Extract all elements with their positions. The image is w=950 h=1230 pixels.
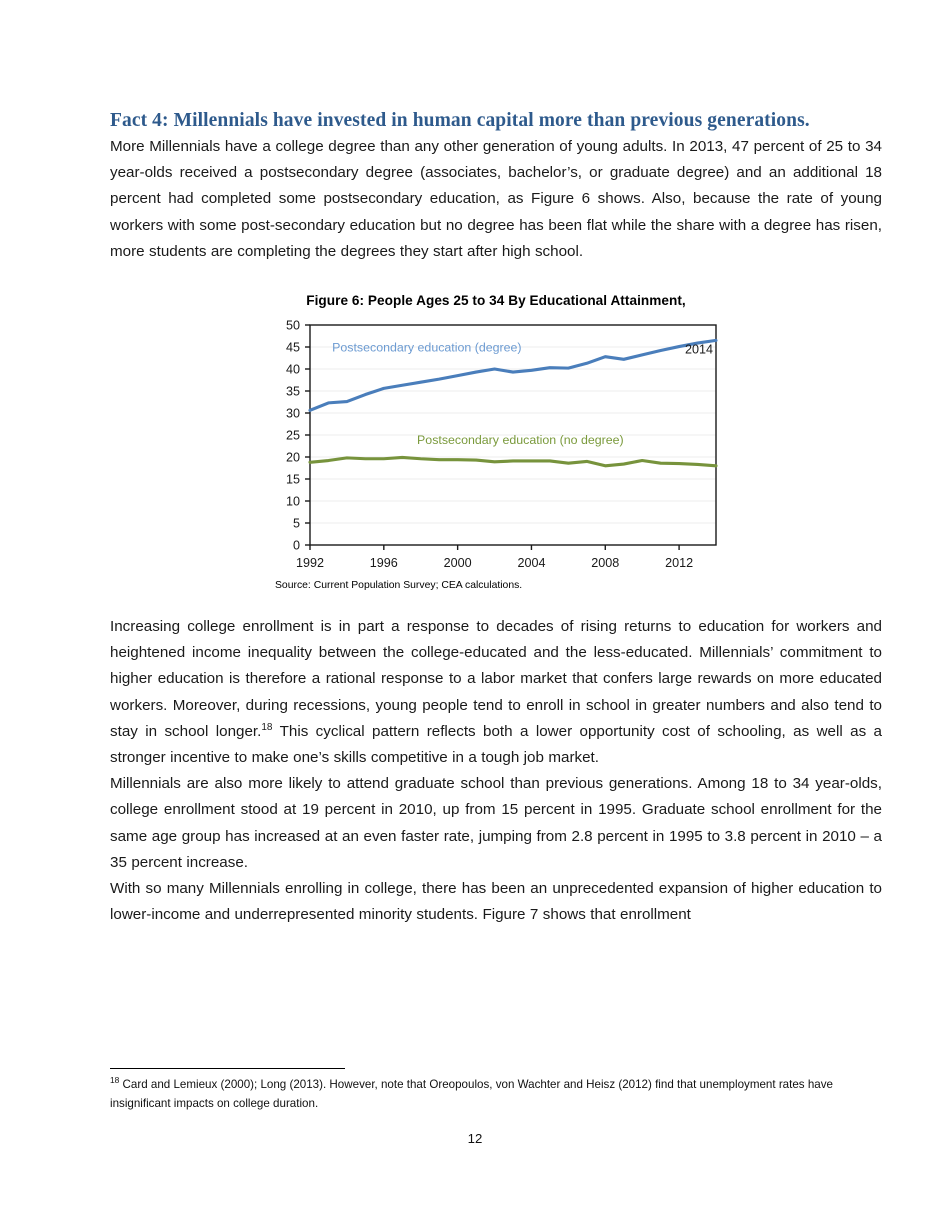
paragraph-4: With so many Millennials enrolling in college, there has been an unprecedented expansion of higher education to lower-income and underrepresented minority students. Figure 7 shows that enrollment bbox=[110, 880, 882, 924]
footnote-number: 18 bbox=[110, 1075, 120, 1086]
paragraph-2-text-a: Increasing college enrollment is in part a response to decades of rising returns to education for workers and heightened income inequality between the college-educated and the less-educated. Millennials’ commitment to higher education is therefore a rational response to a labor market that confers large rewards on more educated workers. Moreover, during recessions, young people tend to enroll in school in greater numbers and also tend to stay in school longer. bbox=[110, 618, 882, 740]
educational-attainment-line-chart bbox=[270, 314, 740, 579]
footnote-area bbox=[110, 1068, 882, 1113]
y-axis-tick-label: 35 bbox=[285, 384, 300, 399]
x-axis-tick-label: 1992 bbox=[295, 556, 325, 571]
paragraph-1: More Millennials have a college degree than any other generation of young adults. In 2013, 47 percent of 25 to 34 year-olds received a postsecondary degree (associates, bachelor’s, or graduate degree) and an additional 18 percent had completed some postsecondary education, as Figure 6 shows. Also, because the rate of young workers with some post-secondary education but no degree has been flat while the share with a degree has risen, more students are completing the degrees they start after high school. bbox=[110, 138, 882, 260]
footnote-ref-18[interactable]: 18 bbox=[261, 721, 273, 733]
x-axis-tick-label: 2008 bbox=[591, 556, 620, 571]
footnote-body: Card and Lemieux (2000); Long (2013). However, note that Oreopoulos, von Wachter and Heisz (2012) find that unemployment rates have insignificant impacts on college duration. bbox=[110, 1078, 833, 1110]
page-content bbox=[110, 108, 882, 928]
figure-6 bbox=[110, 293, 882, 614]
paragraph-2 bbox=[110, 614, 882, 771]
page-title: Fact 4: Millennials have invested in human capital more than previous generations. bbox=[110, 110, 810, 131]
x-axis-tick-label: 2000 bbox=[443, 556, 472, 571]
x-axis-tick-label: 2004 bbox=[517, 556, 546, 571]
y-axis-tick-label: 40 bbox=[285, 362, 300, 377]
y-axis-tick-label: 10 bbox=[285, 494, 300, 509]
page-number: 12 bbox=[467, 1131, 483, 1146]
x-axis-tick-label: 2012 bbox=[665, 556, 694, 571]
y-axis-tick-label: 5 bbox=[292, 516, 300, 531]
footnote-18 bbox=[110, 1076, 882, 1113]
y-axis-tick-label: 0 bbox=[292, 538, 300, 553]
paragraph-3: Millennials are also more likely to attend graduate school than previous generations. Among 18 to 34 year-olds, college enrollment stood at 19 percent in 2010, up from 15 percent in 1995. Graduate school enrollment for the same age group has increased at an even faster rate, jumping from 2.8 percent in 1995 to 3.8 percent in 2010 – a 35 percent increase. bbox=[110, 775, 882, 871]
figure-title: Figure 6: People Ages 25 to 34 By Educational Attainment, bbox=[306, 293, 686, 309]
x-axis-tick-label: 1996 bbox=[369, 556, 398, 571]
y-axis-tick-label: 20 bbox=[285, 450, 300, 465]
chart-container bbox=[110, 314, 882, 614]
y-axis-tick-label: 45 bbox=[285, 340, 300, 355]
series-inline-label: Postsecondary education (no degree) bbox=[417, 432, 624, 447]
paragraph-2-text-b: This cyclical pattern reflects both a lower opportunity cost of schooling, as well as a stronger incentive to make one’s skills competitive in a tough job market. bbox=[110, 722, 882, 767]
y-axis-tick-label: 30 bbox=[285, 406, 300, 421]
series-inline-label: Postsecondary education (degree) bbox=[332, 340, 522, 355]
endpoint-annotation: 2014 bbox=[684, 342, 713, 357]
figure-source-note: Source: Current Population Survey; CEA calculations. bbox=[275, 580, 523, 592]
y-axis-tick-label: 25 bbox=[285, 428, 300, 443]
y-axis-tick-label: 15 bbox=[285, 472, 300, 487]
series-line bbox=[310, 457, 716, 465]
y-axis-tick-label: 50 bbox=[285, 318, 300, 333]
footnote-separator bbox=[110, 1068, 345, 1069]
